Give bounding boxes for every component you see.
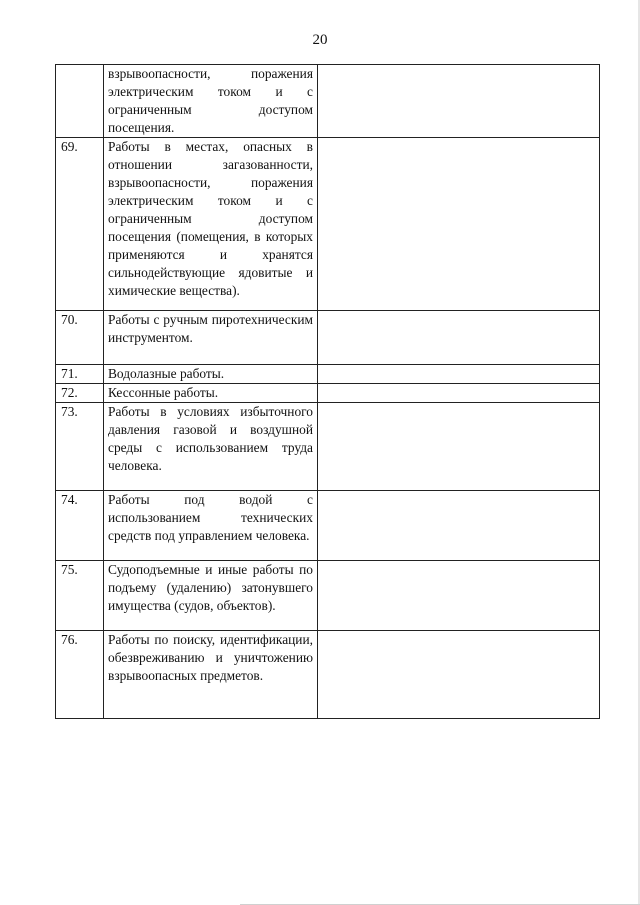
table-row [56, 384, 600, 403]
row-number: 76. [56, 631, 104, 719]
row-description: взрывоопасности, поражения электрическим током и с ограниченным доступом посещения. [104, 65, 318, 138]
table-row [56, 491, 600, 561]
table-row [56, 561, 600, 631]
row-number: 71. [56, 365, 104, 384]
row-note-cell [318, 403, 600, 491]
row-note-cell [318, 311, 600, 365]
row-note-cell [318, 491, 600, 561]
row-number: 70. [56, 311, 104, 365]
row-note-cell [318, 365, 600, 384]
table-row [56, 631, 600, 719]
table-row [56, 365, 600, 384]
table-row [56, 65, 600, 138]
row-description: Кессонные работы. [104, 384, 318, 403]
row-number: 73. [56, 403, 104, 491]
row-number: 74. [56, 491, 104, 561]
works-table [55, 64, 600, 719]
row-description: Работы в местах, опасных в отношении загазованности, взрывоопасности, поражения электрическим током и с ограниченным доступом посещения (помещения, в которых применяются и хранятся сильнодействующие ядовитые и химические вещества). [104, 138, 318, 311]
row-note-cell [318, 384, 600, 403]
row-note-cell [318, 561, 600, 631]
row-description: Работы в условиях избыточного давления газовой и воздушной среды с использованием труда человека. [104, 403, 318, 491]
row-number: 69. [56, 138, 104, 311]
row-description: Водолазные работы. [104, 365, 318, 384]
row-number [56, 65, 104, 138]
row-note-cell [318, 65, 600, 138]
row-note-cell [318, 138, 600, 311]
row-description: Работы с ручным пиротехническим инструментом. [104, 311, 318, 365]
table-row [56, 311, 600, 365]
row-number: 72. [56, 384, 104, 403]
row-note-cell [318, 631, 600, 719]
page-number: 20 [312, 32, 328, 48]
row-description: Работы под водой с использованием технических средств под управлением человека. [104, 491, 318, 561]
table-row [56, 403, 600, 491]
table-row [56, 138, 600, 311]
row-number: 75. [56, 561, 104, 631]
row-description: Работы по поиску, идентификации, обезвреживанию и уничтожению взрывоопасных предметов. [104, 631, 318, 719]
row-description: Судоподъемные и иные работы по подъему (удалению) затонувшего имущества (судов, объектов). [104, 561, 318, 631]
